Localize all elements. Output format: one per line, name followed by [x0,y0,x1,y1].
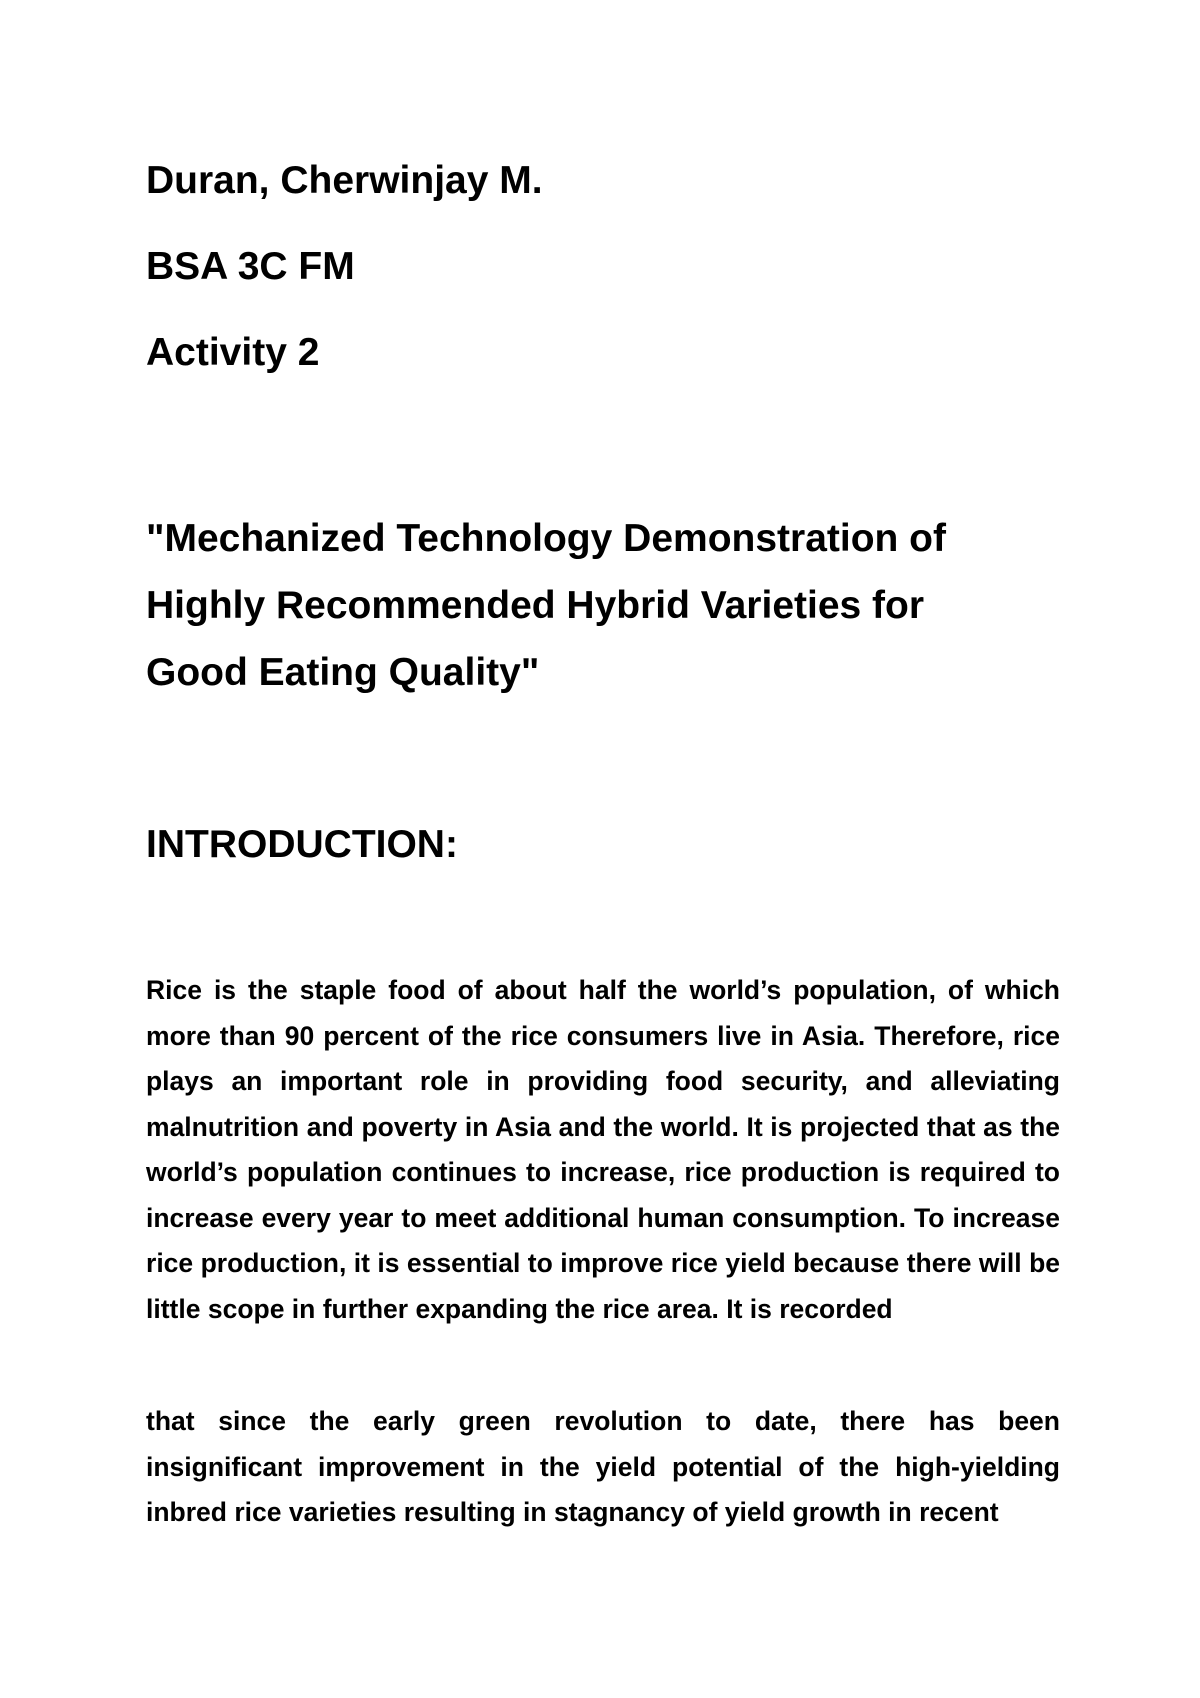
title-line: Highly Recommended Hybrid Varieties for [146,584,925,627]
document-title [146,505,1086,706]
course-section: BSA 3C FM [146,245,355,288]
title-line: Good Eating Quality" [146,651,540,694]
introduction-paragraph: that since the early green revolution to date, there has been insignificant improvement in the yield potential of the high-yielding inbred rice varieties resulting in stagnancy of yield growth in recent [146,1406,1060,1527]
title-line: "Mechanized Technology Demonstration of [146,517,946,560]
activity-label: Activity 2 [146,331,320,374]
author-name: Duran, Cherwinjay M. [146,159,543,202]
introduction-paragraph: Rice is the staple food of about half the world’s population, of which more than 90 percent of the rice consumers live in Asia. Therefore, rice plays an important role in providing food security, and alleviating malnutrition and poverty in Asia and the world. It is projected that as the world’s population continues to increase, rice production is required to increase every year to meet additional human consumption. To increase rice production, it is essential to improve rice yield because there will be little scope in further expanding the rice area. It is recorded [146,975,1060,1324]
introduction-heading: INTRODUCTION: [146,823,458,866]
